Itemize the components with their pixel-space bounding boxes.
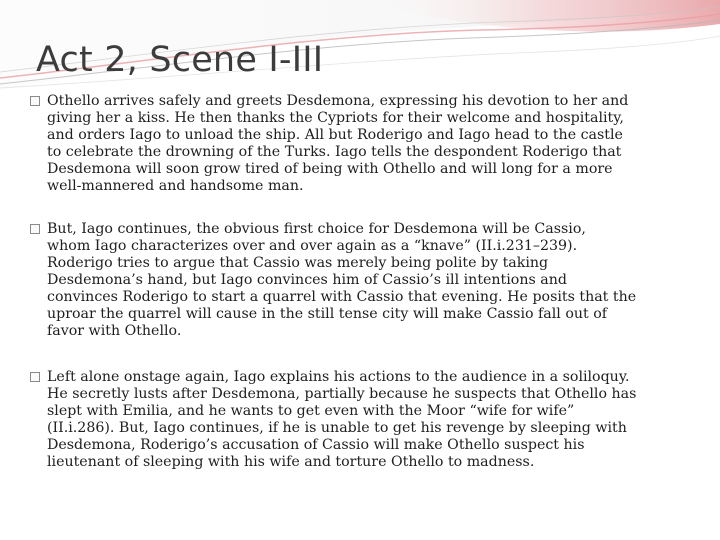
bullet-item-3 bbox=[30, 369, 690, 471]
text-line: Desdemona will soon grow tired of being with Othello and will long for a more bbox=[47, 161, 613, 177]
text-line: to celebrate the drowning of the Turks. Iago tells the despondent Roderigo that bbox=[47, 144, 622, 160]
text-line: uproar the quarrel will cause in the still tense city will make Cassio fall out of bbox=[47, 306, 608, 322]
text-line: Roderigo tries to argue that Cassio was merely being polite by taking bbox=[47, 255, 549, 271]
bullet-item-2 bbox=[30, 221, 690, 340]
text-line: slept with Emilia, and he wants to get even with the Moor “wife for wife” bbox=[47, 403, 575, 419]
text-line: But, Iago continues, the obvious first choice for Desdemona will be Cassio, bbox=[47, 221, 586, 237]
text-line: Othello arrives safely and greets Desdemona, expressing his devotion to her and bbox=[47, 93, 629, 109]
text-line: well-mannered and handsome man. bbox=[47, 178, 304, 194]
bullet-marker-icon bbox=[30, 96, 40, 106]
text-line: (II.i.286). But, Iago continues, if he is unable to get his revenge by sleeping with bbox=[47, 420, 627, 436]
text-line: Desdemona, Roderigo’s accusation of Cassio will make Othello suspect his bbox=[47, 437, 585, 453]
text-line: favor with Othello. bbox=[47, 323, 182, 339]
text-line: Left alone onstage again, Iago explains his actions to the audience in a soliloquy. bbox=[47, 369, 630, 385]
text-line: and orders Iago to unload the ship. All but Roderigo and Iago head to the castle bbox=[47, 127, 623, 143]
bullet-item-1 bbox=[30, 93, 690, 195]
text-line: He secretly lusts after Desdemona, partially because he suspects that Othello has bbox=[47, 386, 637, 402]
bullet-marker-icon bbox=[30, 372, 40, 382]
bullet-text bbox=[47, 221, 690, 340]
bullet-text bbox=[47, 93, 690, 195]
slide-title: Act 2, Scene I-III bbox=[36, 40, 324, 80]
text-line: whom Iago characterizes over and over again as a “knave” (II.i.231–239). bbox=[47, 238, 578, 254]
text-line: convinces Roderigo to start a quarrel with Cassio that evening. He posits that the bbox=[47, 289, 637, 305]
text-line: Desdemona’s hand, but Iago convinces him of Cassio’s ill intentions and bbox=[47, 272, 567, 288]
text-line: giving her a kiss. He then thanks the Cypriots for their welcome and hospitality, bbox=[47, 110, 624, 126]
text-line: lieutenant of sleeping with his wife and torture Othello to madness. bbox=[47, 454, 535, 470]
bullet-text bbox=[47, 369, 690, 471]
bullet-marker-icon bbox=[30, 224, 40, 234]
